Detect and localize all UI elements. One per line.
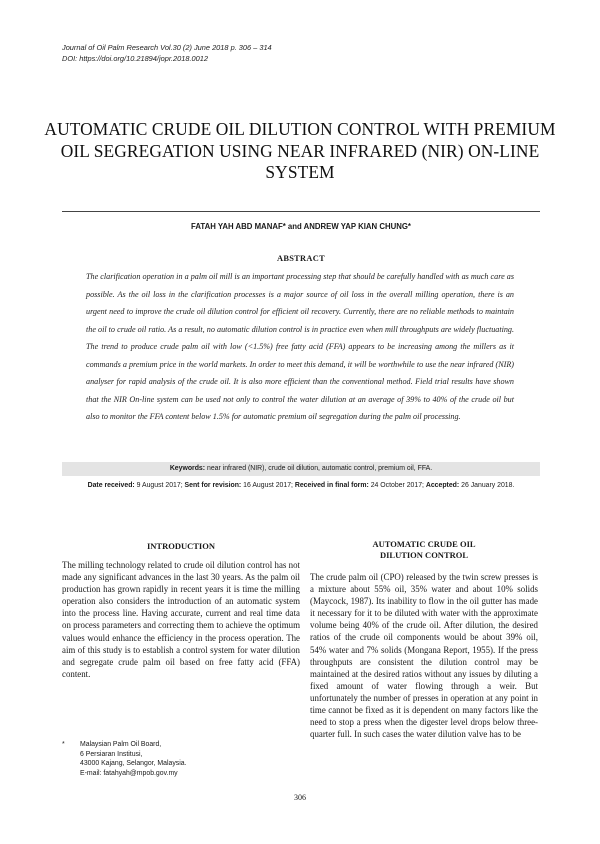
date-received: 9 August 2017; [136,482,183,489]
date-revision: 16 August 2017; [243,482,293,489]
section-dilution-heading-line1: AUTOMATIC CRUDE OIL [372,539,476,549]
abstract-heading: ABSTRACT [276,254,325,263]
section-dilution-heading-line2: DILUTION CONTROL [379,550,469,560]
date-final-label: Received in final form: [294,482,369,489]
introduction-heading: INTRODUCTION [146,541,215,551]
paper-title: AUTOMATIC CRUDE OIL DILUTION CONTROL WITH PREMIUM OIL SEGREGATION USING NEAR INFRARED (NIR) ON-LINE SYSTEM [44,119,556,182]
date-final: 24 October 2017; [370,482,424,489]
date-received-label: Date received: [87,482,135,489]
date-revision-label: Sent for revision: [184,482,242,489]
journal-citation: Journal of Oil Palm Research Vol.30 (2) June 2018 p. 306 – 314 [62,43,272,52]
dates-line [62,481,540,491]
doi: DOI: https://doi.org/10.21894/jopr.2018.0012 [62,53,208,63]
authors: FATAH YAH ABD MANAF* and ANDREW YAP KIAN CHUNG* [191,222,411,231]
title-divider [62,211,540,212]
keywords-text: near infrared (NIR), crude oil dilution, automatic control, premium oil, FFA. [206,465,433,472]
footnote-affiliation: Malaysian Palm Oil Board, 6 Persiaran Institusi, 43000 Kajang, Selangor, Malaysia. E-mail: fatahyah@mpob.gov.my [80,741,187,777]
footnote-mark: * [62,741,65,748]
abstract-text: The clarification operation in a palm oil mill is an important processing step that should be carefully handled with as much care as possible. As the oil loss in the clarification processes is a major source of oil loss in the overall milling operation, there is an urgent need to improve the crude oil dilution control for efficient oil recovery. Currently, there are no reliable methods to maintain the oil to crude oil ratio. As a result, no automatic dilution control is in practice even when mill throughputs are widely fluctuating. The trend to produce crude palm oil with low (<1.5%) free fatty acid (FFA) appears to be increasing among the millers as it commands a premium price in the world markets. In order to meet this demand, it will be worthwhile to use the near infrared (NIR) analyser for rapid analysis of the crude oil. It is also more efficient than the conventional method. Field trial results have shown that the NIR On-line system can be used not only to control the water dilution at an average of 39% to 40% of the crude oil but also to monitor the FFA content below 1.5% for automatic premium oil segregation during the palm oil processing. [86,272,514,421]
journal-header [62,43,272,64]
section-dilution-text: The crude palm oil (CPO) released by the twin screw presses is a mixture about 55% oil, 35% water and about 10% solids (Maycock, 1987). Its inability to flow in the oil gutter has made it necessary for it to be diluted with water with the approximate volume being 40% of the crude oil. After dilution, the desired ratios of the crude oil components would be about 39% oil, 54% water and 7% solids (Mongana Report, 1955). If the press throughputs are consistent the dilution control may be maintained at the desired ratios without any issues by diluting a fixed amount of water flowing through a weir. But unfortunately the number of presses in operation at any point in time cannot be fixed as it is dependent on many factors like the need to stop a press when the digester level drops below three-quarter full. In such cases the water dilution valve has to be [310,572,538,740]
section-dilution-heading [310,539,538,561]
keywords-bar [62,462,540,476]
introduction-text: The milling technology related to crude oil dilution control has not made any significant advances in the last 30 years. As the palm oil production has grown rapidly in recent years it is time the milling operation also considers the introduction of an automatic system into the process line. Having accurate, current and real time data on process parameters and correcting them to achieve the optimum values would enhance the efficiency in the process operation. The aim of this study is to establish a control system for water dilution and segregate crude palm oil based on free fatty acid (FFA) content. [62,560,300,679]
page-number: 306 [294,793,306,802]
date-accepted: 26 January 2018. [461,482,515,489]
date-accepted-label: Accepted: [425,482,460,489]
keywords-label: Keywords: [169,465,206,472]
